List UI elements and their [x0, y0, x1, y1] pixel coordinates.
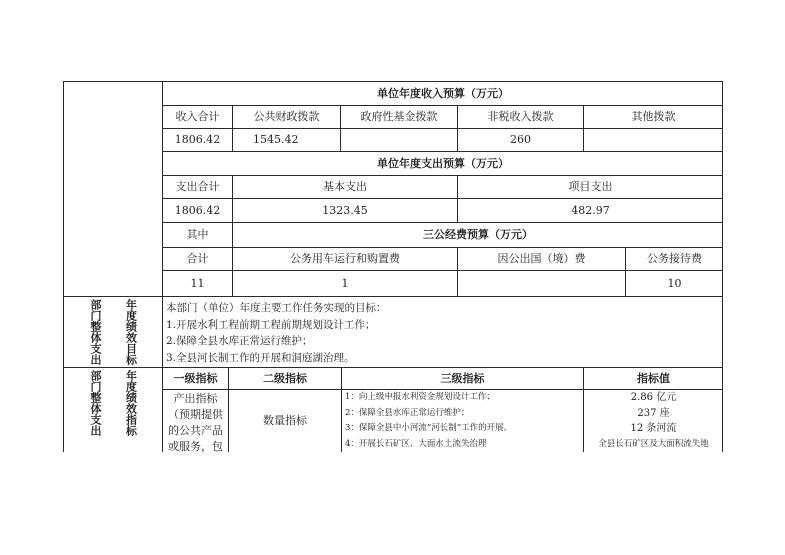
- indicator-header-level1: 一级指标: [162, 367, 228, 389]
- three-public-header-abroad: 因公出国（境）费: [457, 247, 625, 270]
- expense-header-total: 支出合计: [162, 175, 232, 198]
- indicator-value-cell: [583, 389, 723, 452]
- indicator-level1-line: 或服务，包: [168, 440, 223, 453]
- indicator-level1-cell: [162, 389, 228, 452]
- indicator-level3-line: 4：开展长石矿区、大面水土流失治理: [345, 438, 487, 449]
- indicator-level1-line: （预期提供: [168, 408, 223, 421]
- income-value-gov-fund: [340, 128, 457, 151]
- indicator-value-line: 237 座: [637, 407, 670, 419]
- indicator-level1-line: 的公共产品: [168, 424, 223, 437]
- income-value-public-finance: 1545.42: [232, 128, 340, 151]
- indicator-header-level3: 三级指标: [341, 367, 583, 389]
- indicator-header-value: 指标值: [583, 367, 723, 389]
- income-header-public-finance: 公共财政拨款: [232, 105, 340, 128]
- indicator-level2-cell: 数量指标: [228, 389, 341, 452]
- income-header-other: 其他拨款: [583, 105, 723, 128]
- indicator-header-level2: 二级指标: [228, 367, 341, 389]
- income-header-gov-fund: 政府性基金拨款: [340, 105, 457, 128]
- indicator-level3-line: 2：保障全县水库正常运行维护；: [345, 407, 470, 418]
- expense-value-basic: 1323.45: [232, 198, 457, 222]
- indicators-label-right: 年度绩效指标: [124, 370, 138, 436]
- expense-header-project: 项目支出: [457, 175, 723, 198]
- goals-line-3: 3.全县河长制工作的开展和洞庭湖治理。: [166, 351, 355, 364]
- three-public-value-total: 11: [162, 270, 232, 296]
- three-public-header-reception: 公务接待费: [625, 247, 723, 270]
- goals-content-cell: [162, 296, 723, 367]
- expense-value-project: 482.97: [457, 198, 723, 222]
- indicator-level1-line: 产出指标: [173, 392, 218, 405]
- three-public-side-label: 其中: [162, 222, 232, 247]
- three-public-title: 三公经费预算（万元）: [232, 222, 723, 247]
- three-public-header-vehicle: 公务用车运行和购置费: [232, 247, 457, 270]
- blank-left-cell: [63, 81, 162, 296]
- indicator-level3-cell: [341, 389, 583, 452]
- expense-header-basic: 基本支出: [232, 175, 457, 198]
- income-header-total: 收入合计: [162, 105, 232, 128]
- indicator-value-line: 全县长石矿区及大面积流失地: [598, 438, 709, 449]
- income-header-nontax: 非税收入拨款: [457, 105, 583, 128]
- income-title: 单位年度收入预算（万元）: [162, 81, 723, 105]
- goals-label-right: 年度绩效目标: [124, 299, 138, 365]
- goals-label-left: 部门整体支出: [89, 299, 102, 365]
- indicator-level3-line: 3：保障全县中小河流“河长制”工作的开展。: [345, 423, 513, 433]
- indicator-level3-line: 1：向上级申报水利资金规划设计工作；: [345, 392, 495, 402]
- expense-title: 单位年度支出预算（万元）: [162, 151, 723, 175]
- three-public-value-vehicle: 1: [232, 270, 457, 296]
- indicators-label-cell: [63, 367, 162, 452]
- table-right-border: [722, 81, 723, 452]
- three-public-value-abroad: [457, 270, 625, 296]
- expense-value-total: 1806.42: [162, 198, 232, 222]
- goals-line-1: 1.开展水利工程前期工程前期规划设计工作；: [166, 318, 376, 331]
- income-value-total: 1806.42: [162, 128, 232, 151]
- indicator-value-line: 2.86 亿元: [630, 392, 677, 403]
- goals-line-2: 2.保障全县水库正常运行维护；: [166, 335, 313, 347]
- goals-line-intro: 本部门（单位）年度主要工作任务实现的目标：: [166, 302, 387, 314]
- goals-label-cell: [63, 296, 162, 367]
- income-value-nontax: 260: [457, 128, 583, 151]
- indicator-value-line: 12 条河流: [630, 423, 677, 434]
- income-value-other: [583, 128, 723, 151]
- indicators-label-left: 部门整体支出: [89, 370, 102, 436]
- three-public-value-reception: 10: [625, 270, 723, 296]
- three-public-header-total: 合计: [162, 247, 232, 270]
